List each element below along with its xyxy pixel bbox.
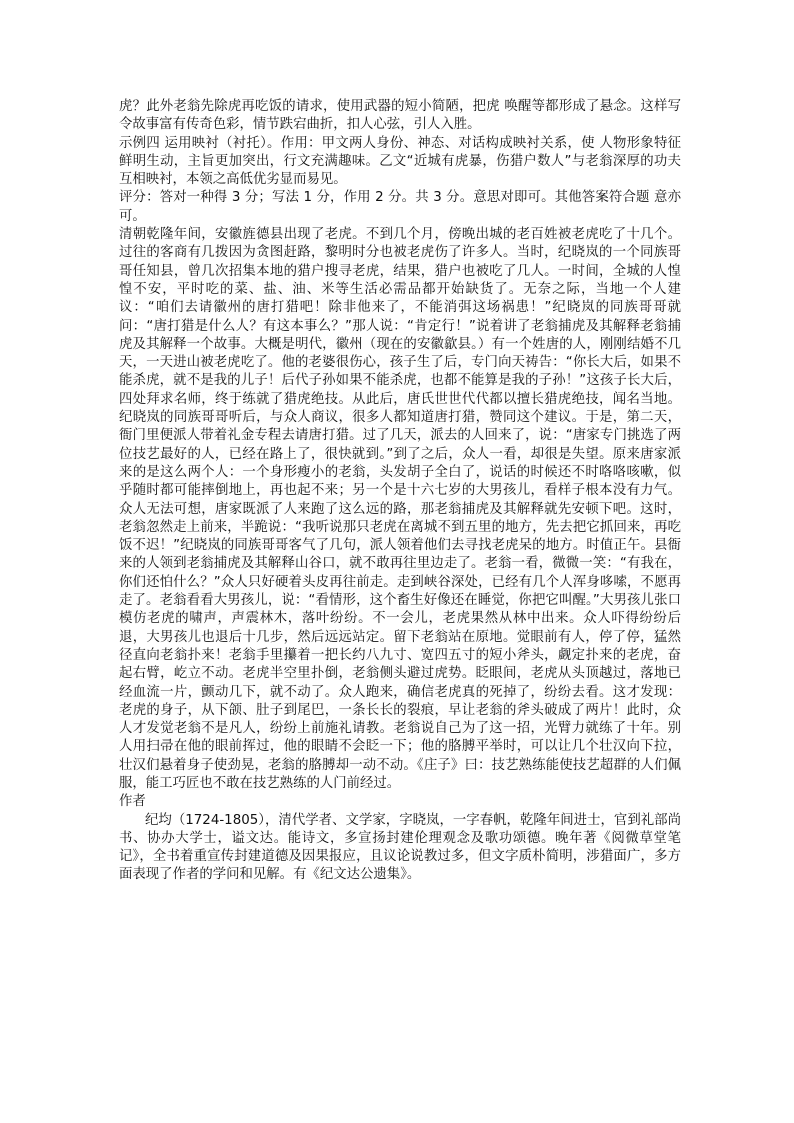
heading-author: 作者 (119, 794, 146, 810)
document-page (119, 98, 681, 885)
paragraph-example-four: 示例四 运用映衬（衬托）。作用：甲文两人身份、神态、对话构成映衬关系，使 人物形象特征鲜明生动，主旨更加突出，行文充满趣味。乙文“近城有虎暴，伤猎户数人”与老翁深厚的功夫互相映衬，本领之高低优劣显而易见。 (119, 135, 681, 188)
paragraph-analysis-suspense: 虎？此外老翁先除虎再吃饭的请求，使用武器的短小简陋，把虎 唤醒等都形成了悬念。这样写令故事富有传奇色彩，情节跌宕曲折，扣人心弦，引人入胜。 (119, 99, 681, 133)
paragraph-scoring: 评分：答对一种得 3 分；写法 1 分，作用 2 分。共 3 分。意思对即可。其他答案符合题 意亦可。 (119, 190, 681, 224)
paragraph-author-bio: 纪均（1724-1805），清代学者、文学家，字晓岚，一字春帆，乾隆年间进士，官到礼部尚书、协办大学士，谥文达。能诗文，多宣扬封建伦理观念及歌功颂德。晚年著《阅微草堂笔记》，全书着重宣传封建道德及因果报应，且议论说教过多，但文字质朴简明，涉猎面广，多方面表现了作者的学问和见解。有《纪文达公遗集》。 (119, 812, 681, 883)
paragraph-translation-story: 清朝乾隆年间，安徽旌德县出现了老虎。不到几个月，傍晚出城的老百姓被老虎吃了十几个。过往的客商有几拨因为贪图赶路，黎明时分也被老虎伤了许多人。当时，纪晓岚的一个同族哥哥任知县，曾几次招集本地的猎户搜寻老虎，结果，猎户也被吃了几人。一时间，全城的人惶惶不安，平时吃的菜、盐、油、米等生活必需品都开始缺货了。无奈之际，当地一个人建议：“咱们去请徽州的唐打猎吧！除非他来了，不能消弭这场祸患！”纪晓岚的同族哥哥就问：“唐打猎是什么人？有这本事么？”那人说：“肯定行！”说着讲了老翁捕虎及其解释老翁捕虎及其解释一个故事。大概是明代，徽州（现在的安徽歙县。）有一个姓唐的人，刚刚结婚不几天，一天进山被老虎吃了。他的老婆很伤心，孩子生了后，专门向天祷告：“你长大后，如果不能杀虎，就不是我的儿子！后代子孙如果不能杀虎，也都不能算是我的子孙！”这孩子长大后，四处拜求名师，终于练就了猎虎绝技。从此后，唐氏世世代代都以擅长猎虎绝技，闻名当地。纪晓岚的同族哥哥听后，与众人商议，很多人都知道唐打猎，赞同这个建议。于是，第二天，衙门里便派人带着礼金专程去请唐打猎。过了几天，派去的人回来了，说：“唐家专门挑选了两位技艺最好的人，已经在路上了，很快就到。”到了之后，众人一看，却很是失望。原来唐家派来的是这么两个人：一个身形瘦小的老翁，头发胡子全白了，说话的时候还不时咯咯咳嗽，似乎随时都可能摔倒地上，再也起不来；另一个是十六七岁的大男孩儿，看样子根本没有力气。众人无法可想，唐家既派了人来跑了这么远的路，那老翁捕虎及其解释就先安顿下吧。这时，老翁忽然走上前来，半跪说：“我听说那只老虎在离城不到五里的地方，先去把它抓回来，再吃饭不迟！”纪晓岚的同族哥哥客气了几句，派人领着他们去寻找老虎呆的地方。时值正午。县衙来的人领到老翁捕虎及其解释山谷口，就不敢再往里边走了。老翁一看，微微一笑：“有我在，你们还怕什么？”众人只好硬着头皮再往前走。走到峡谷深处，已经有几个人浑身哆嗦，不愿再走了。老翁看看大男孩儿，说：“看情形，这个畜生好像还在睡觉，你把它叫醒。”大男孩儿张口模仿老虎的啸声，声震林木，落叶纷纷。不一会儿，老虎果然从林中出来。众人吓得纷纷后退，大男孩儿也退后十几步，然后远远站定。留下老翁站在原地。觉眼前有人，停了停，猛然径直向老翁扑来！老翁手里攥着一把长约八九寸、宽四五寸的短小斧头，觑定扑来的老虎，奋起右臂，屹立不动。老虎半空里扑倒，老翁侧头避过虎势。眨眼间，老虎从头顶越过，落地已经血流一片，颤动几下，就不动了。众人跑来，确信老虎真的死掉了，纷纷去看。这才发现：老虎的身子，从下颌、肚子到尾巴，一条长长的裂痕，早让老翁的斧头破成了两片！此时，众人才发觉老翁不是凡人，纷纷上前施礼请教。老翁说自己为了这一招，光臂力就练了十年。别人用扫帚在他的眼前挥过，他的眼睛不会眨一下；他的胳膊平举时，可以让几个壮汉向下拉，壮汉们悬着身子使劲晃，老翁的胳膊却一动不动。《庄子》曰：技艺熟练能使技艺超群的人们佩服，能工巧匠也不敢在技艺熟练的人门前经过。 (119, 227, 681, 791)
